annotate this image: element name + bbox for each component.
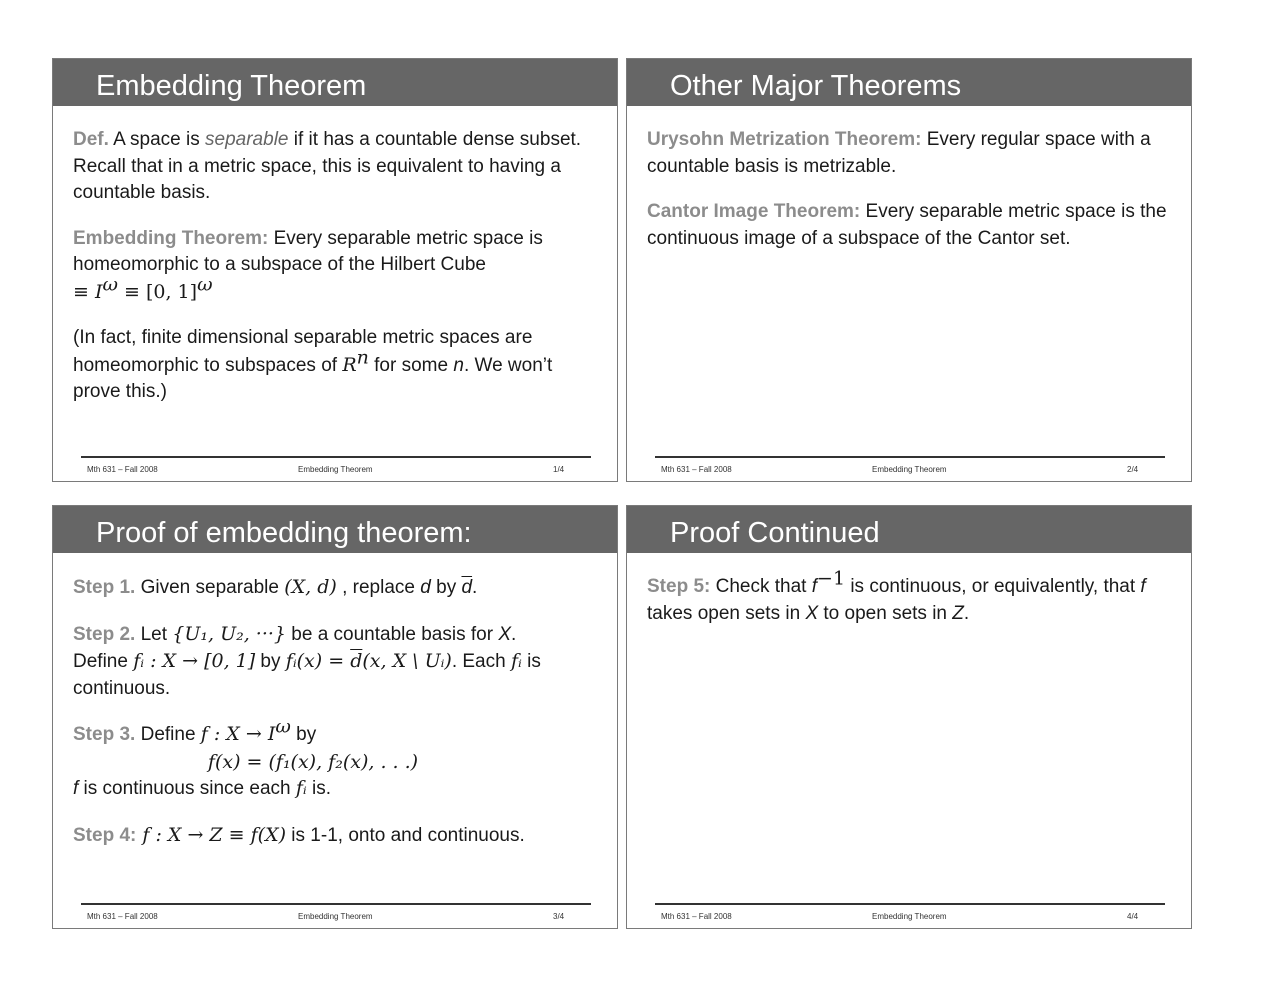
step2-each: . Each <box>451 651 511 672</box>
step2-formula: fᵢ(x) = <box>285 650 351 672</box>
slide-title-bar <box>627 506 1191 553</box>
step1-text-a: Given separable <box>135 577 285 598</box>
step1-text-d: . <box>472 577 478 598</box>
step1-d: d <box>420 577 431 598</box>
step2-dbar: $\overline{d}$ <box>350 650 363 672</box>
step5-label: Step 5: <box>647 576 711 597</box>
step5-text-e: . <box>963 602 970 624</box>
step2-text-c: . <box>511 623 517 645</box>
step4-text: is 1-1, onto and continuous. <box>286 824 525 846</box>
slide-title: Proof of embedding theorem: <box>96 517 472 549</box>
slide-title: Embedding Theorem <box>96 70 367 102</box>
slide-2 <box>626 58 1192 482</box>
step3-text-a: Define <box>135 724 201 745</box>
footer-title: Embedding Theorem <box>872 465 947 474</box>
slide-body <box>647 567 1167 646</box>
step5-inv-exp: −1 <box>817 567 846 590</box>
definition-text-2: if it has a countable dense subset. Recall that in a metric space, this is equivalent to having a countable basis. <box>73 129 582 203</box>
footer-title: Embedding Theorem <box>298 465 373 474</box>
step2-text-b: be a countable basis for <box>286 623 499 645</box>
definition-label: Def. <box>73 129 109 150</box>
slide-title: Proof Continued <box>670 517 880 549</box>
step1-label: Step 1. <box>73 577 136 598</box>
step1-dbar: $\overline{d}$ <box>461 577 473 598</box>
note-text-1: (In fact, finite dimensional separable metric spaces are homeomorphic to subspaces of <box>73 327 533 376</box>
step1-text-c: by <box>430 577 462 598</box>
step3-f: f <box>73 778 79 799</box>
step2-paragraph <box>73 621 593 703</box>
step2-fi-def: fᵢ : X → [0, 1] <box>133 650 256 672</box>
slide-title-bar <box>627 59 1191 106</box>
theorem-paragraph <box>73 226 593 307</box>
theorem-label: Embedding Theorem: <box>73 227 269 249</box>
slide-body <box>647 127 1167 271</box>
step4-paragraph <box>73 822 593 850</box>
step2-X: X <box>498 623 512 645</box>
step4-label: Step 4: <box>73 824 137 846</box>
footer-course: Mth 631 – Fall 2008 <box>87 912 158 921</box>
step5-Z: Z <box>952 602 964 624</box>
slide-3 <box>52 505 618 929</box>
theorem-formula-exponent: ω <box>102 273 118 296</box>
step3-text-c: is. <box>306 778 331 799</box>
cantor-paragraph <box>647 199 1167 252</box>
step1-math: (X, d) <box>284 576 337 598</box>
step3-formula: f(x) = (f₁(x), f₂(x), . . .) <box>207 750 419 773</box>
step3-map: f : X → I <box>200 723 276 745</box>
footer-rule <box>655 456 1165 458</box>
slide-body <box>73 127 593 425</box>
slide-body <box>73 574 593 868</box>
step5-paragraph <box>647 567 1167 627</box>
note-n: n <box>453 354 464 376</box>
step2-fi: fᵢ <box>510 650 522 672</box>
footer-page: 4/4 <box>1127 912 1139 921</box>
footer-page: 2/4 <box>1127 465 1139 474</box>
footer-page: 3/4 <box>553 912 565 921</box>
urysohn-paragraph <box>647 127 1167 180</box>
footer-course: Mth 631 – Fall 2008 <box>661 465 732 474</box>
definition-term: separable <box>205 129 289 150</box>
step3-exp: ω <box>275 715 291 738</box>
step2-formula-2: (x, X \ Uᵢ) <box>362 650 452 672</box>
cantor-text: Every separable metric space is the continuous image of a subspace of the Cantor set. <box>647 201 1167 249</box>
note-paragraph <box>73 325 593 406</box>
footer-page: 1/4 <box>553 465 565 474</box>
step5-text-d: to open sets in <box>818 602 953 624</box>
step5-text-a: Check that <box>710 576 812 597</box>
step2-define: Define <box>73 651 134 672</box>
definition-paragraph <box>73 127 593 207</box>
urysohn-label: Urysohn Metrization Theorem: <box>647 129 922 150</box>
footer-title: Embedding Theorem <box>872 912 947 921</box>
step2-by: by <box>255 651 286 672</box>
slide-title-bar <box>53 506 617 553</box>
slide-1 <box>52 58 618 482</box>
note-text-2: for some <box>368 354 454 376</box>
theorem-text: Every separable metric space is homeomorphic to a subspace of the Hilbert Cube <box>73 227 543 275</box>
slide-title-bar <box>53 59 617 106</box>
footer-rule <box>655 903 1165 905</box>
footer-rule <box>81 903 591 905</box>
footer-title: Embedding Theorem <box>298 912 373 921</box>
step5-f: f <box>1140 576 1146 597</box>
slide-4 <box>626 505 1192 929</box>
step5-finv: f <box>811 576 818 597</box>
note-n-exp: n <box>356 346 369 369</box>
step3-fi: fᵢ <box>295 777 307 799</box>
step4-math: f : X → Z ≡ f(X) <box>136 823 287 846</box>
step5-X: X <box>805 602 819 624</box>
step2-basis: {U₁, U₂, ···} <box>172 622 287 645</box>
cantor-label: Cantor Image Theorem: <box>647 201 861 222</box>
theorem-formula: ≡ I <box>73 280 103 303</box>
step2-cont: is continuous. <box>73 651 541 699</box>
theorem-formula-exponent-2: ω <box>197 273 213 296</box>
step2-text-a: Let <box>135 623 173 645</box>
footer-course: Mth 631 – Fall 2008 <box>661 912 732 921</box>
footer-course: Mth 631 – Fall 2008 <box>87 465 158 474</box>
theorem-formula-2: ≡ [0, 1] <box>117 280 198 303</box>
step1-paragraph <box>73 574 593 602</box>
definition-text-1: A space is <box>108 129 206 150</box>
step3-by: by <box>290 724 317 745</box>
step2-label: Step 2. <box>73 623 136 645</box>
step5-text-b: is continuous, or equivalently, that <box>845 576 1141 597</box>
footer-rule <box>81 456 591 458</box>
step1-text-b: , replace <box>336 577 421 598</box>
step3-label: Step 3. <box>73 724 136 745</box>
note-R: R <box>342 353 357 376</box>
step5-text-c: takes open sets in <box>647 602 806 624</box>
note-text-3: . We won’t prove this.) <box>73 354 553 402</box>
step3-text-b: is continuous since each <box>78 778 296 799</box>
urysohn-text: Every regular space with a countable basis is metrizable. <box>647 129 1151 177</box>
slide-title: Other Major Theorems <box>670 70 962 102</box>
step3-paragraph <box>73 715 593 803</box>
